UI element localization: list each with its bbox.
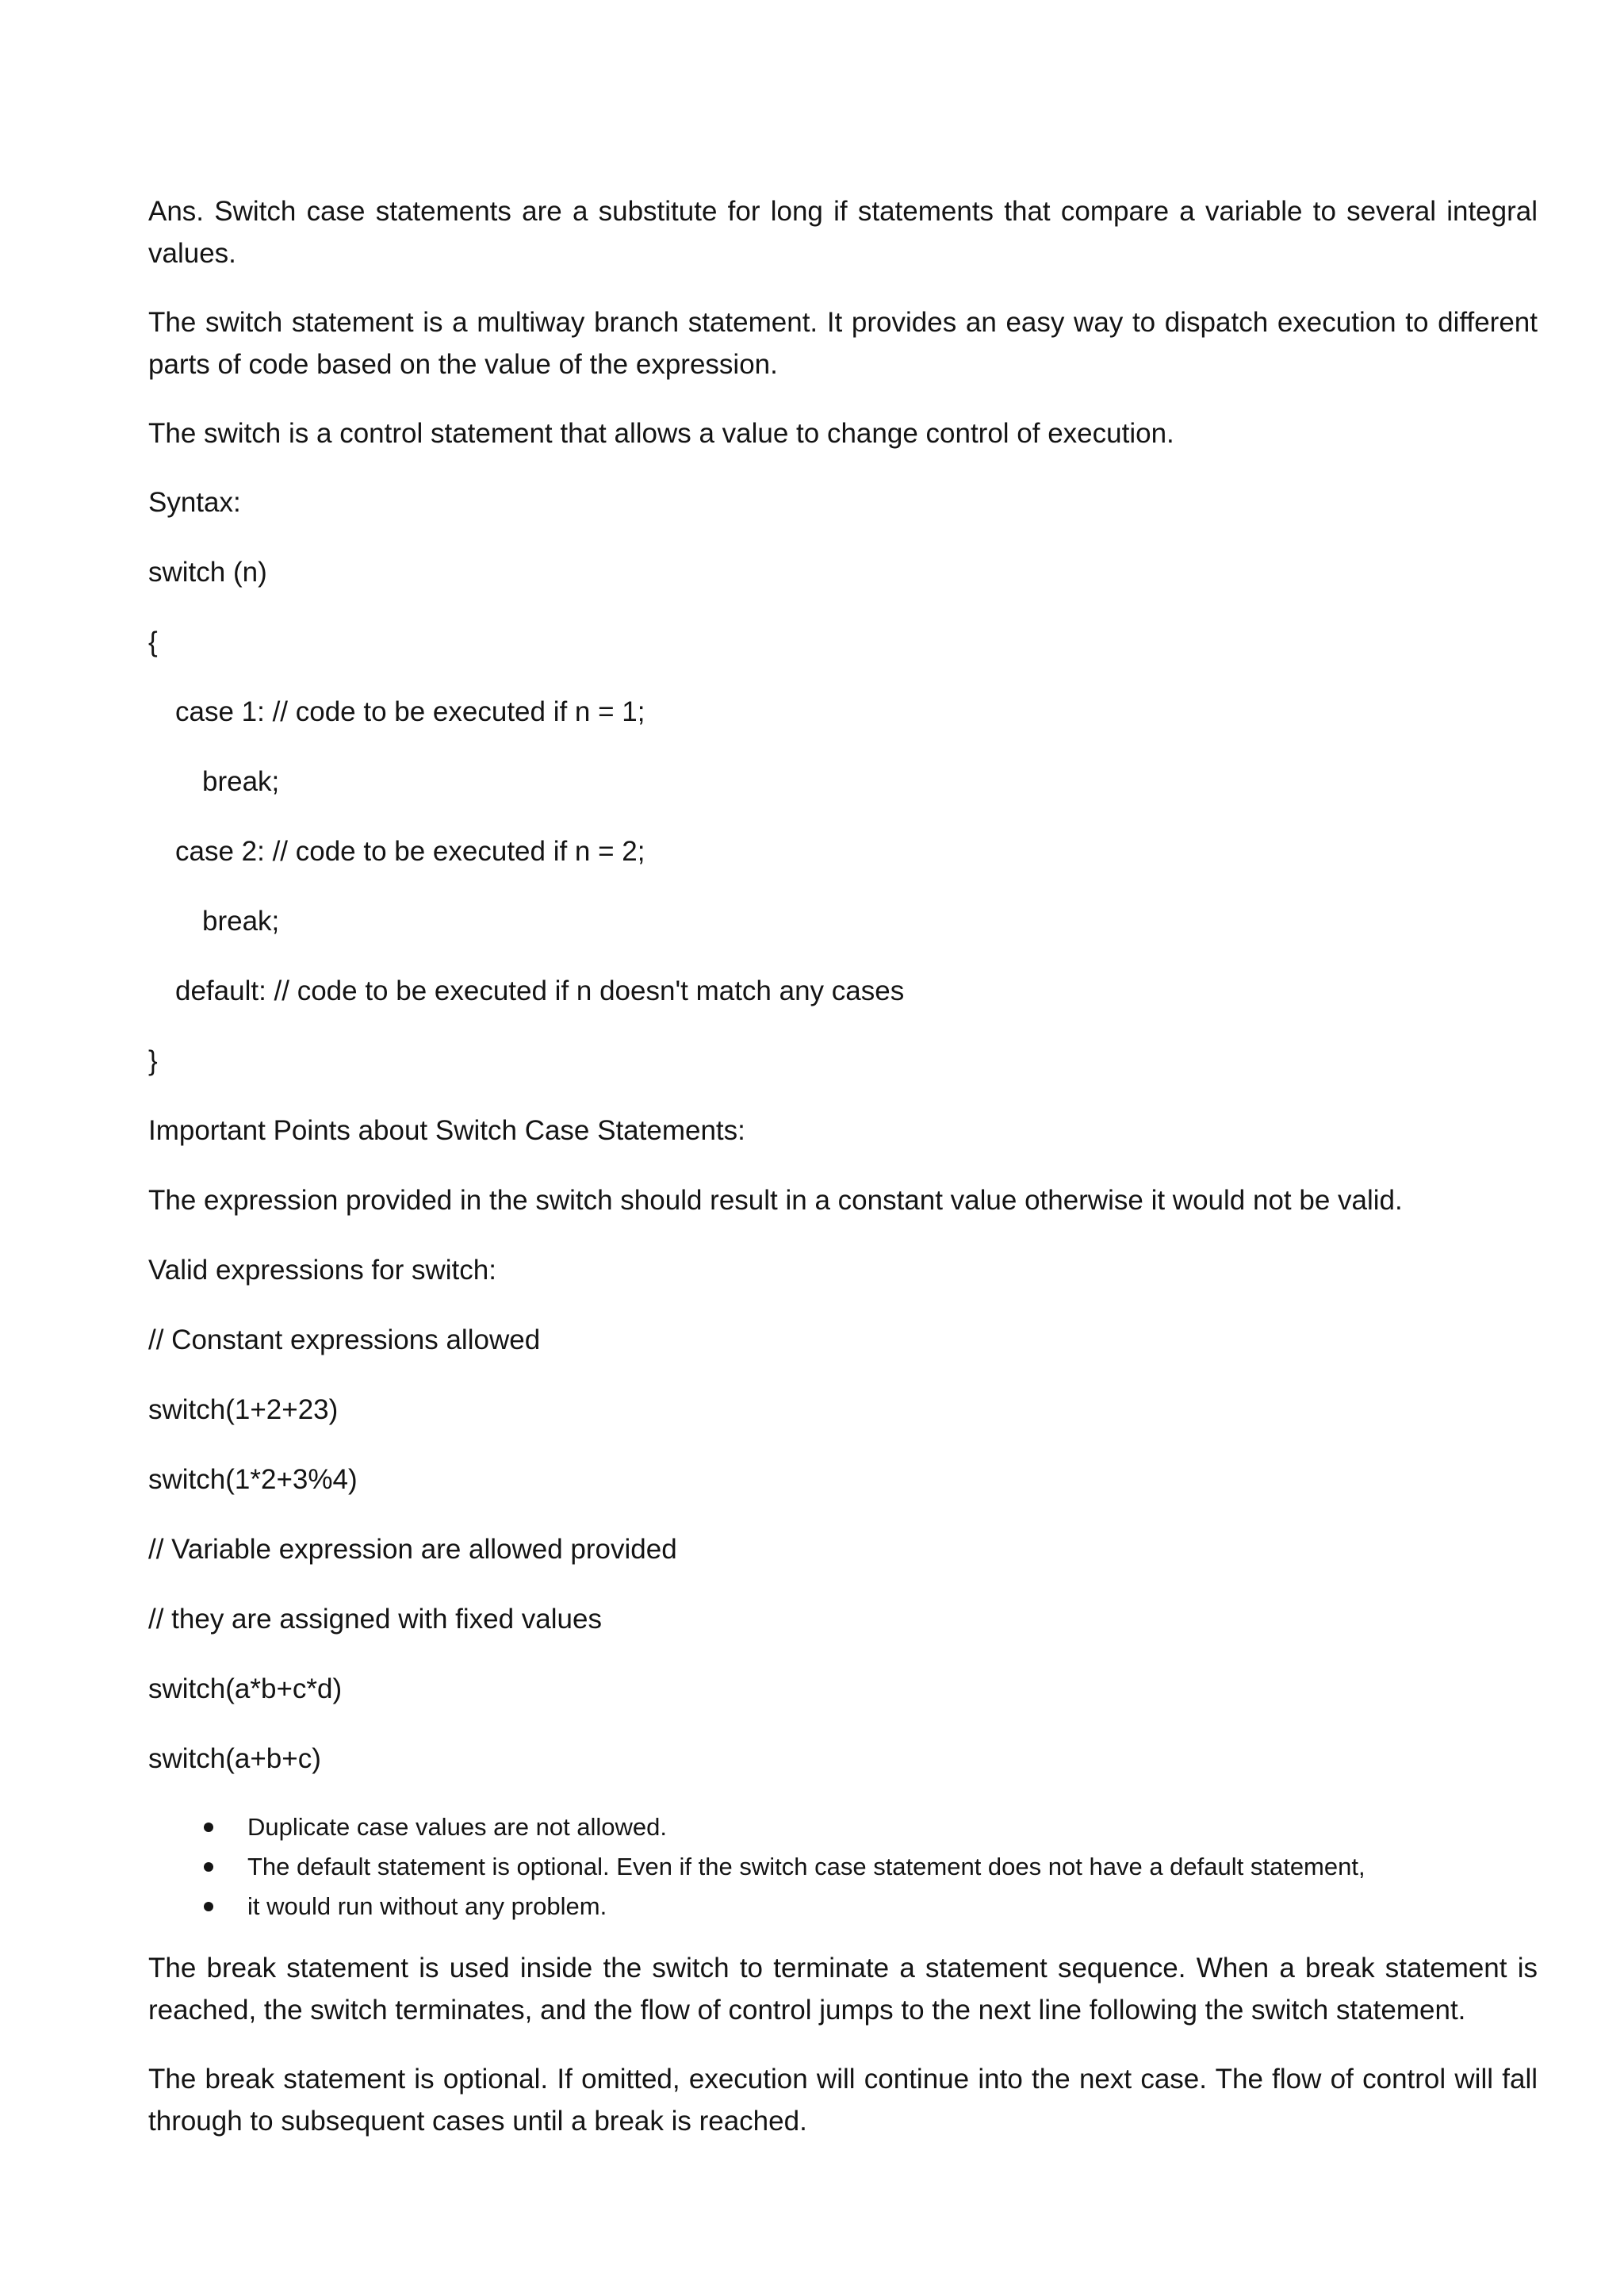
document-page — [148, 190, 1538, 2169]
syntax-heading: Syntax: — [148, 487, 241, 518]
control-paragraph: The switch is a control statement that allows a value to change control of execution. — [148, 418, 1174, 449]
syntax-line-case-1: case 1: // code to be executed if n = 1; — [175, 696, 645, 727]
syntax-line-case-2: case 2: // code to be executed if n = 2; — [175, 836, 645, 867]
syntax-line-open-brace: { — [148, 627, 158, 657]
syntax-line-switch: switch (n) — [148, 557, 267, 588]
example-comment-variable: // Variable expression are allowed provided — [148, 1534, 677, 1565]
bullet-dot-icon — [204, 1902, 213, 1911]
bullet-item — [148, 1807, 1538, 1847]
bullet-text: it would run without any problem. — [247, 1892, 607, 1920]
example-switch-1: switch(1+2+23) — [148, 1394, 339, 1425]
bullet-dot-icon — [204, 1862, 213, 1872]
answer-paragraph: Ans. Switch case statements are a substitute for long if statements that compare a variable to several integral values. — [148, 196, 1538, 269]
syntax-line-default: default: // code to be executed if n doesn't match any cases — [175, 976, 905, 1006]
break-use-paragraph: The break statement is used inside the switch to terminate a statement sequence. When a break statement is reached, the switch terminates, and the flow of control jumps to the next line following the switch statement. — [148, 1953, 1538, 2026]
multiway-paragraph: The switch statement is a multiway branch statement. It provides an easy way to dispatch execution to different parts of code based on the value of the expression. — [148, 307, 1538, 380]
syntax-line-break-1: break; — [202, 766, 280, 797]
example-comment-fixed: // they are assigned with fixed values — [148, 1604, 602, 1635]
syntax-line-break-2: break; — [202, 906, 280, 937]
example-switch-4: switch(a+b+c) — [148, 1743, 321, 1774]
example-comment-constant: // Constant expressions allowed — [148, 1324, 541, 1355]
example-switch-2: switch(1*2+3%4) — [148, 1464, 358, 1495]
bullet-item — [148, 1887, 1538, 1926]
bullet-item — [148, 1847, 1538, 1887]
syntax-line-close-brace: } — [148, 1045, 158, 1076]
example-switch-3: switch(a*b+c*d) — [148, 1673, 343, 1704]
break-optional-paragraph: The break statement is optional. If omitted, execution will continue into the next case. The flow of control will fall through to subsequent cases until a break is reached. — [148, 2064, 1538, 2137]
bullet-text: The default statement is optional. Even if the switch case statement does not have a default statement, — [247, 1853, 1365, 1880]
important-points-heading: Important Points about Switch Case Statements: — [148, 1115, 745, 1146]
bullet-text: Duplicate case values are not allowed. — [247, 1813, 668, 1841]
valid-expressions-heading: Valid expressions for switch: — [148, 1255, 496, 1286]
bullet-list — [148, 1807, 1538, 1926]
bullet-dot-icon — [204, 1823, 213, 1832]
constant-rule-text: The expression provided in the switch should result in a constant value otherwise it would not be valid. — [148, 1185, 1403, 1216]
